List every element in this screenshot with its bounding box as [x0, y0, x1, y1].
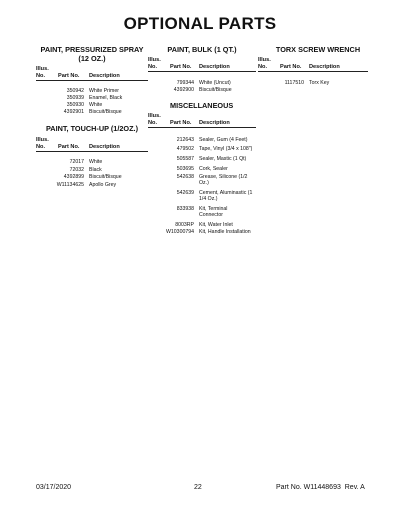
header-illus: Illus. No. [36, 66, 49, 79]
header-illus: Illus. No. [148, 113, 161, 126]
header-part-no: Part No. [280, 63, 302, 70]
header-illus: Illus. No. [148, 57, 161, 70]
section-title-touchup: PAINT, TOUCH-UP (1/2OZ.) [45, 124, 139, 133]
header-rule [36, 151, 148, 152]
header-description: Description [199, 119, 230, 126]
header-description: Description [199, 63, 230, 70]
header-part-no: Part No. [170, 119, 192, 126]
header-rule [258, 71, 368, 72]
header-part-no: Part No. [58, 72, 80, 79]
header-part-no: Part No. [58, 143, 80, 150]
header-rule [148, 127, 256, 128]
header-part-no: Part No. [170, 63, 192, 70]
header-rule [36, 80, 148, 81]
header-illus: Illus. No. [258, 57, 271, 70]
header-rule [148, 71, 256, 72]
header-description: Description [89, 143, 120, 150]
header-description: Description [89, 72, 120, 79]
footer-page-number: 22 [194, 484, 202, 491]
section-title-torx: TORX SCREW WRENCH [275, 45, 361, 54]
page-title: OPTIONAL PARTS [123, 14, 277, 33]
header-illus: Illus. No. [36, 137, 49, 150]
footer-date: 03/17/2020 [36, 484, 72, 491]
section-title-misc: MISCELLANEOUS [170, 101, 234, 110]
section-title-bulk: PAINT, BULK (1 QT.) [167, 45, 237, 54]
footer-part-number: Part No. W11448693 Rev. A [276, 484, 365, 491]
section-title-spray: PAINT, PRESSURIZED SPRAY (12 OZ.) [40, 45, 144, 63]
header-description: Description [309, 63, 340, 70]
